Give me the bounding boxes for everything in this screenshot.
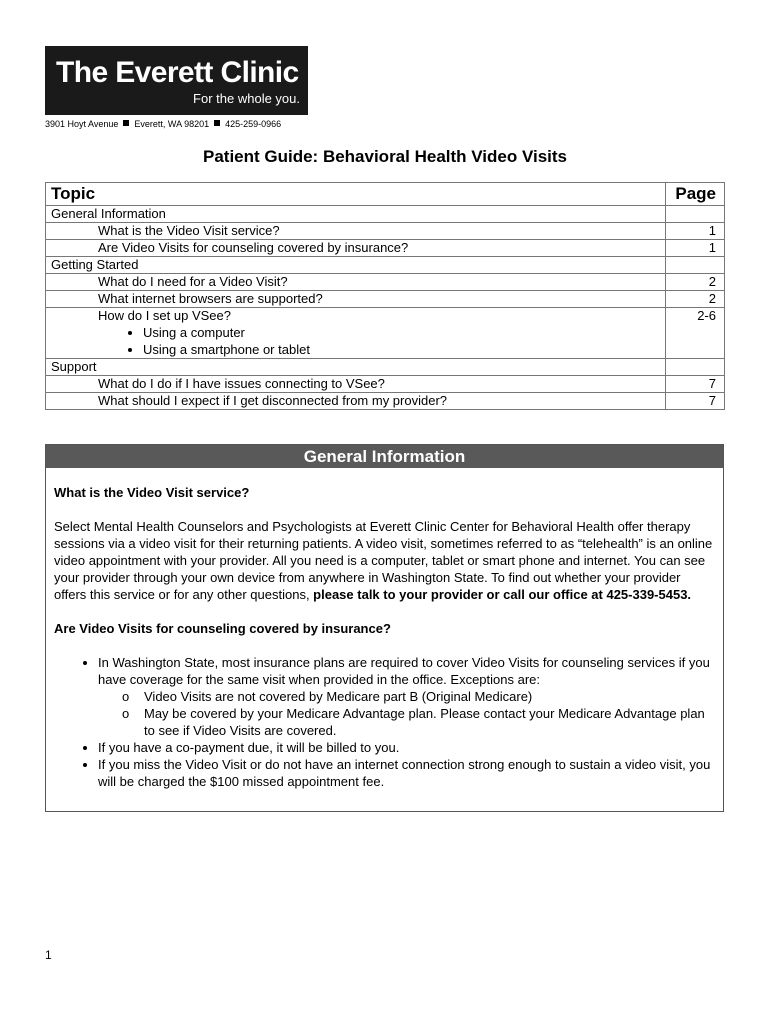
toc-item-label: What should I expect if I get disconnected from my provider? (46, 393, 666, 410)
toc-subitem-list (98, 324, 660, 358)
clinic-logo (45, 46, 308, 115)
address-street: 3901 Hoyt Avenue (45, 119, 119, 129)
address-city: Everett, WA 98201 (134, 119, 210, 129)
toc-subitem: • Using a smartphone or tablet (143, 341, 660, 358)
square-separator-icon (123, 120, 129, 126)
table-of-contents (45, 182, 725, 410)
page-title: Patient Guide: Behavioral Health Video Visits (202, 147, 568, 166)
toc-item-row (46, 376, 725, 393)
section-heading: General Information (46, 445, 723, 468)
toc-page-header: Page (666, 183, 725, 206)
contact-callout: please talk to your provider or call our office at 425-339-5453. (313, 587, 692, 602)
toc-item-page: 2 (666, 274, 725, 291)
question-heading: Are Video Visits for counseling covered by insurance? (54, 621, 391, 636)
square-separator-icon (214, 120, 220, 126)
toc-item-label: What do I do if I have issues connecting to VSee? (46, 376, 666, 393)
insurance-list (54, 654, 715, 790)
general-information-section (45, 444, 724, 812)
sub-list-item: o Video Visits are not covered by Medicare part B (Original Medicare) (144, 688, 715, 705)
toc-section-row (46, 206, 725, 223)
sub-list-item: o May be covered by your Medicare Advantage plan. Please contact your Medicare Advantage plan to see if Video Visits are covered. (144, 705, 715, 739)
toc-header-row (46, 183, 725, 206)
answer-paragraph (54, 518, 715, 603)
toc-item-row (46, 223, 725, 240)
toc-item-page: 2 (666, 291, 725, 308)
toc-item-label: How do I set up VSee? (98, 308, 231, 323)
question-heading: What is the Video Visit service? (54, 485, 250, 500)
toc-item-row (46, 274, 725, 291)
list-item: • If you miss the Video Visit or do not have an internet connection strong enough to sustain a video visit, you will be charged the $100 missed appointment fee. (98, 756, 715, 790)
toc-section-label: Support (46, 359, 666, 376)
answer-text: Select Mental Health Counselors and Psychologists at Everett Clinic Center for Behavioral Health offer therapy sessions via a video visit for their returning patients. A video visit, sometimes referred to as “telehealth” is an online video appointment with your provider. All you need is a computer, tablet or smart phone and internet. You can see your provider through your own device from anywhere in Washington State. To find out whether your provider offers this service or for any other questions, (54, 519, 713, 602)
list-item-text: In Washington State, most insurance plans are required to cover Video Visits for counseling services if you have coverage for the same visit when provided in the office. Exceptions are: (98, 655, 710, 687)
toc-item-page: 2-6 (666, 308, 725, 359)
toc-subitem: • Using a computer (143, 324, 660, 341)
clinic-address (45, 118, 281, 130)
toc-item-label: Are Video Visits for counseling covered by insurance? (46, 240, 666, 257)
toc-item-label: What is the Video Visit service? (46, 223, 666, 240)
toc-item-label: What internet browsers are supported? (46, 291, 666, 308)
toc-item-label: What do I need for a Video Visit? (46, 274, 666, 291)
toc-section-row (46, 257, 725, 274)
toc-item-page: 1 (666, 223, 725, 240)
section-body (46, 468, 723, 790)
logo-name: The Everett Clinic (56, 56, 299, 89)
toc-section-label: General Information (46, 206, 666, 223)
toc-section-row (46, 359, 725, 376)
toc-item-row (46, 291, 725, 308)
toc-item-row (46, 308, 725, 359)
exceptions-list (98, 688, 715, 739)
toc-item-page: 7 (666, 393, 725, 410)
logo-tagline: For the whole you. (193, 91, 300, 106)
list-item (98, 654, 715, 739)
toc-item-page: 1 (666, 240, 725, 257)
toc-item-page: 7 (666, 376, 725, 393)
page-number: 1 (45, 948, 52, 962)
toc-topic-header: Topic (46, 183, 666, 206)
toc-item-row (46, 240, 725, 257)
list-item: • If you have a co-payment due, it will be billed to you. (98, 739, 715, 756)
address-phone: 425-259-0966 (225, 119, 282, 129)
toc-section-label: Getting Started (46, 257, 666, 274)
toc-item-row (46, 393, 725, 410)
